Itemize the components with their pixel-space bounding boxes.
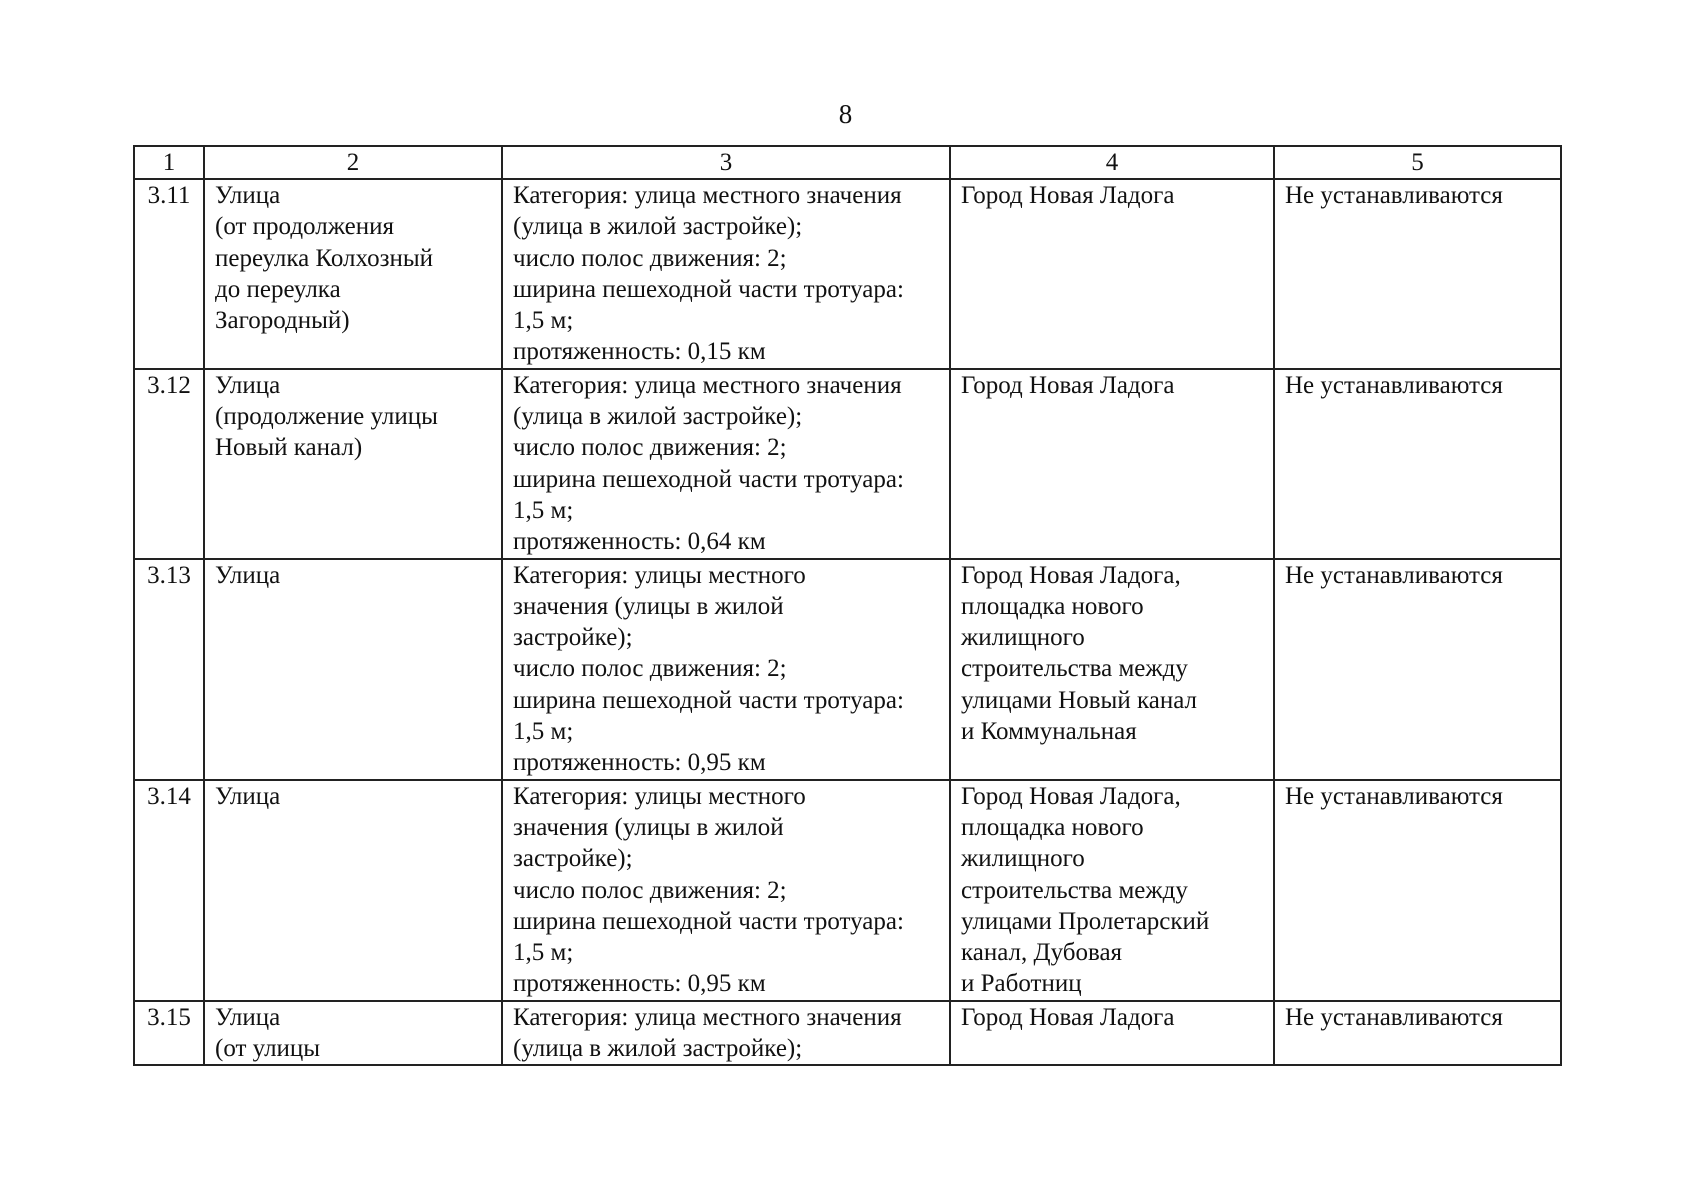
location-line: канал, Дубовая: [961, 939, 1123, 967]
page-number: 8: [838, 99, 853, 129]
street-name-line: Новый канал): [215, 434, 363, 462]
street-name-line: Улица: [215, 182, 281, 209]
header-col-4: 4: [950, 146, 1274, 179]
location-line: и Коммунальная: [961, 718, 1137, 746]
parameter-line: Категория: улицы местного: [513, 561, 806, 589]
restrictions-cell: Не устанавливаются: [1274, 1001, 1561, 1066]
location-line: площадка нового: [961, 592, 1144, 620]
table-row: [134, 1001, 1561, 1066]
location-cell: [950, 780, 1274, 1001]
row-number: 3.12: [134, 369, 204, 559]
parameter-line: протяженность: 0,95 км: [513, 749, 766, 777]
location-line: улицами Пролетарский: [961, 907, 1210, 935]
location-line: площадка нового: [961, 813, 1144, 841]
parameter-line: протяженность: 0,95 км: [513, 970, 766, 998]
location-line: Город Новая Ладога,: [961, 782, 1181, 810]
street-name-line: Улица: [215, 1003, 281, 1031]
street-name-cell: [204, 780, 502, 1001]
location-cell: [950, 369, 1274, 559]
parameters-cell: [502, 179, 950, 369]
parameter-line: Категория: улицы местного: [513, 782, 806, 810]
street-name-line: (от продолжения: [215, 213, 394, 241]
location-line: Город Новая Ладога: [961, 1003, 1175, 1031]
location-line: Город Новая Ладога,: [961, 561, 1181, 589]
location-line: жилищного: [961, 845, 1085, 873]
location-line: улицами Новый канал: [961, 686, 1197, 714]
street-name-cell: [204, 559, 502, 780]
parameter-line: Категория: улица местного значения: [513, 1003, 902, 1031]
row-number: 3.13: [134, 559, 204, 780]
location-cell: [950, 1001, 1274, 1066]
street-name-cell: [204, 179, 502, 369]
restrictions-cell: Не устанавливаются: [1274, 559, 1561, 780]
street-name-line: до переулка: [215, 275, 341, 303]
location-line: строительства между: [961, 655, 1188, 683]
parameter-line: ширина пешеходной части тротуара:: [513, 686, 904, 714]
parameter-line: застройке);: [513, 624, 633, 652]
street-name-line: Улица: [215, 782, 281, 810]
restrictions-cell: Не устанавливаются: [1274, 369, 1561, 559]
parameters-cell: [502, 780, 950, 1001]
parameter-line: протяженность: 0,64 км: [513, 528, 766, 556]
parameter-line: Категория: улица местного значения: [513, 371, 902, 399]
row-number: 3.15: [134, 1001, 204, 1066]
parameter-line: ширина пешеходной части тротуара:: [513, 465, 904, 493]
location-line: жилищного: [961, 624, 1085, 652]
table-row: [134, 179, 1561, 369]
parameters-cell: [502, 369, 950, 559]
location-cell: [950, 179, 1274, 369]
parameter-line: 1,5 м;: [513, 307, 574, 335]
header-col-2: 2: [204, 146, 502, 179]
table-header-row: [134, 146, 1561, 179]
parameter-line: число полос движения: 2;: [513, 876, 787, 904]
parameter-line: число полос движения: 2;: [513, 244, 787, 272]
parameter-line: число полос движения: 2;: [513, 655, 787, 683]
street-name-line: Улица: [215, 371, 281, 399]
parameter-line: (улица в жилой застройке);: [513, 213, 803, 241]
parameter-line: 1,5 м;: [513, 718, 574, 746]
restrictions-cell: Не устанавливаются: [1274, 179, 1561, 369]
parameter-line: ширина пешеходной части тротуара:: [513, 907, 904, 935]
parameter-line: (улица в жилой застройке);: [513, 1035, 803, 1063]
street-name-cell: [204, 369, 502, 559]
parameter-line: Категория: улица местного значения: [513, 182, 902, 209]
row-number: 3.11: [134, 179, 204, 369]
street-name-cell: [204, 1001, 502, 1066]
location-line: строительства между: [961, 876, 1188, 904]
parameter-line: 1,5 м;: [513, 496, 574, 524]
table-row: [134, 369, 1561, 559]
location-line: Город Новая Ладога: [961, 371, 1175, 399]
parameter-line: число полос движения: 2;: [513, 434, 787, 462]
street-name-line: переулка Колхозный: [215, 244, 433, 272]
location-cell: [950, 559, 1274, 780]
restrictions-cell: Не устанавливаются: [1274, 780, 1561, 1001]
parameters-cell: [502, 1001, 950, 1066]
street-name-line: (продолжение улицы: [215, 403, 438, 431]
parameter-line: 1,5 м;: [513, 939, 574, 967]
location-line: Город Новая Ладога: [961, 182, 1175, 209]
row-number: 3.14: [134, 780, 204, 1001]
header-col-1: 1: [134, 146, 204, 179]
table-row: [134, 559, 1561, 780]
streets-table: [133, 145, 1562, 1066]
header-col-3: 3: [502, 146, 950, 179]
location-line: и Работниц: [961, 970, 1082, 998]
parameter-line: протяженность: 0,15 км: [513, 338, 766, 366]
parameter-line: ширина пешеходной части тротуара:: [513, 275, 904, 303]
parameter-line: значения (улицы в жилой: [513, 813, 784, 841]
street-name-line: Улица: [215, 561, 281, 589]
table-row: [134, 780, 1561, 1001]
parameter-line: значения (улицы в жилой: [513, 592, 784, 620]
street-name-line: Загородный): [215, 307, 350, 335]
parameter-line: (улица в жилой застройке);: [513, 403, 803, 431]
header-col-5: 5: [1274, 146, 1561, 179]
street-name-line: (от улицы: [215, 1035, 321, 1063]
parameters-cell: [502, 559, 950, 780]
parameter-line: застройке);: [513, 845, 633, 873]
